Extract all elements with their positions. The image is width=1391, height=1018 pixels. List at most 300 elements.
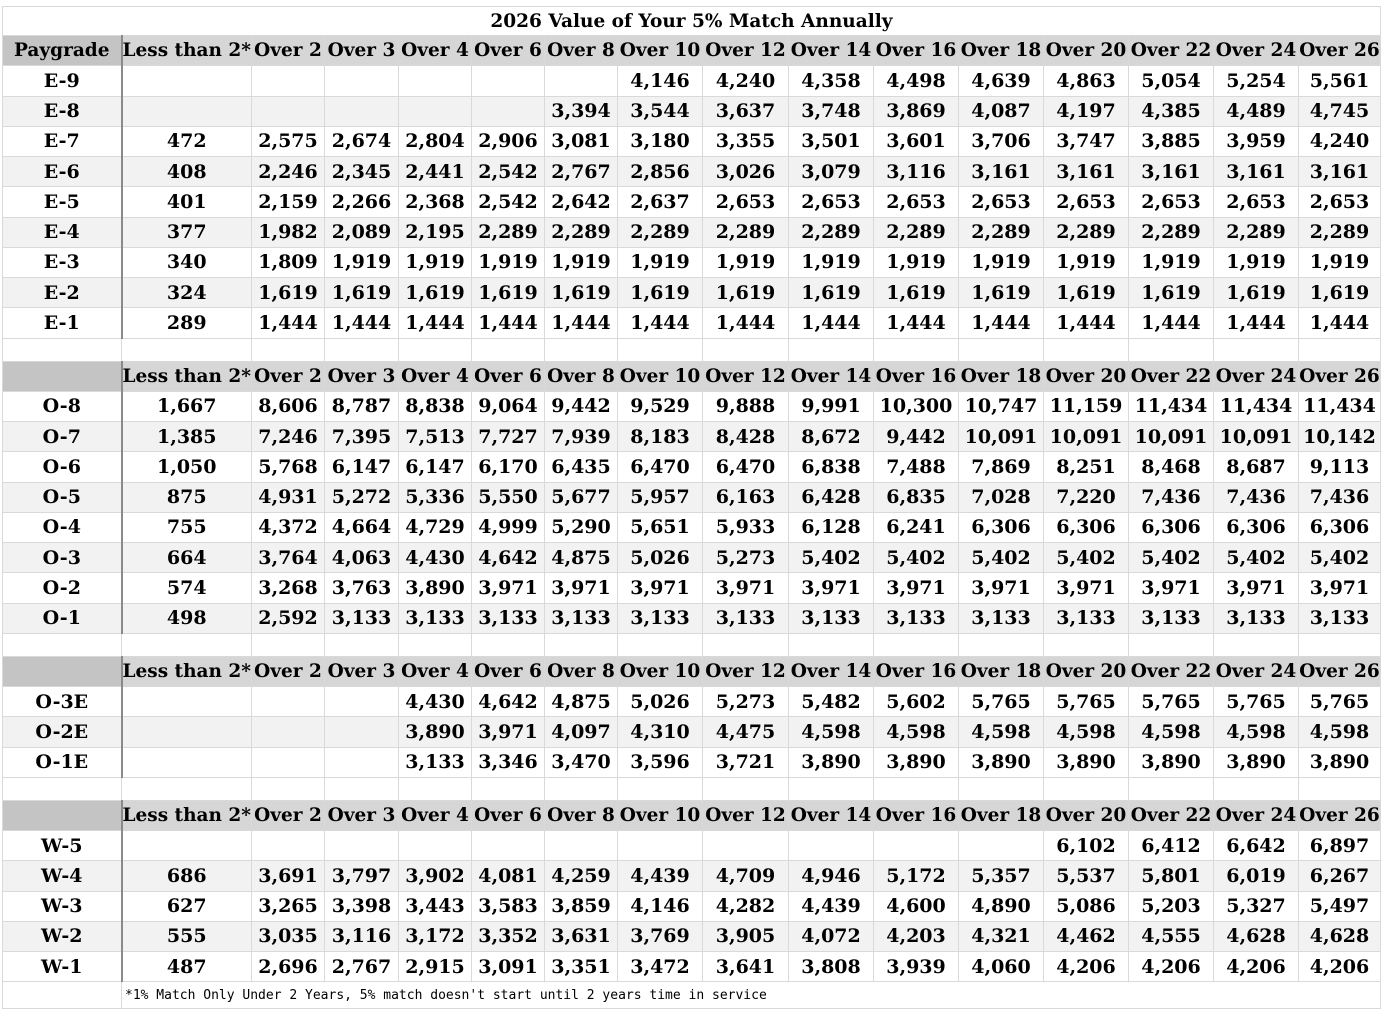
- value-cell: 3,133: [959, 603, 1044, 633]
- column-header: Less than 2*: [122, 800, 252, 830]
- spacer-row: [3, 633, 1381, 656]
- spacer-row: [3, 777, 1381, 800]
- value-cell: 1,619: [325, 278, 399, 308]
- table-row: [3, 952, 1381, 982]
- value-cell: 3,133: [618, 603, 703, 633]
- value-cell: 1,619: [1214, 278, 1299, 308]
- empty-cell: [959, 338, 1044, 361]
- value-cell: 4,863: [1044, 66, 1129, 96]
- value-cell: 6,428: [789, 482, 874, 512]
- value-cell: 5,272: [325, 482, 399, 512]
- paygrade-cell: W-4: [3, 861, 122, 891]
- value-cell: 6,835: [874, 482, 959, 512]
- value-cell: 4,310: [618, 717, 703, 747]
- paygrade-cell: E-9: [3, 66, 122, 96]
- value-cell: 3,355: [703, 126, 789, 156]
- column-header: Over 12: [703, 361, 789, 391]
- value-cell: [252, 66, 325, 96]
- table-row: [3, 66, 1381, 96]
- value-cell: 4,206: [1129, 952, 1214, 982]
- value-cell: 9,442: [545, 391, 618, 421]
- value-cell: [874, 831, 959, 861]
- value-cell: 5,290: [545, 512, 618, 542]
- value-cell: 3,133: [1129, 603, 1214, 633]
- column-header: Over 2: [252, 800, 325, 830]
- value-cell: 1,619: [545, 278, 618, 308]
- value-cell: 3,971: [959, 573, 1044, 603]
- value-cell: 401: [122, 187, 252, 217]
- value-cell: 3,133: [789, 603, 874, 633]
- value-cell: 3,116: [874, 157, 959, 187]
- value-cell: 6,306: [1299, 512, 1381, 542]
- value-cell: 5,336: [399, 482, 472, 512]
- value-cell: 3,472: [618, 952, 703, 982]
- value-cell: [252, 831, 325, 861]
- column-header: Over 20: [1044, 36, 1129, 66]
- value-cell: 4,259: [545, 861, 618, 891]
- value-cell: 5,561: [1299, 66, 1381, 96]
- value-cell: 2,642: [545, 187, 618, 217]
- value-cell: 4,598: [874, 717, 959, 747]
- value-cell: 2,542: [472, 157, 545, 187]
- value-cell: 2,441: [399, 157, 472, 187]
- empty-cell: [1214, 338, 1299, 361]
- value-cell: 3,890: [874, 747, 959, 777]
- value-cell: 3,161: [1214, 157, 1299, 187]
- empty-cell: [1044, 633, 1129, 656]
- empty-cell: [252, 777, 325, 800]
- value-cell: 5,402: [1214, 543, 1299, 573]
- paygrade-cell: E-6: [3, 157, 122, 187]
- value-cell: 1,444: [874, 308, 959, 338]
- column-header: Over 4: [399, 36, 472, 66]
- value-cell: 3,081: [545, 126, 618, 156]
- value-cell: 5,765: [1299, 687, 1381, 717]
- value-cell: 1,385: [122, 422, 252, 452]
- value-cell: [122, 747, 252, 777]
- value-cell: 4,931: [252, 482, 325, 512]
- column-header: Over 16: [874, 800, 959, 830]
- value-cell: 5,801: [1129, 861, 1214, 891]
- empty-cell: [1214, 633, 1299, 656]
- empty-cell: [252, 338, 325, 361]
- value-cell: 4,598: [1214, 717, 1299, 747]
- value-cell: 4,598: [789, 717, 874, 747]
- column-header: Over 16: [874, 361, 959, 391]
- value-cell: 3,133: [1044, 603, 1129, 633]
- value-cell: 3,265: [252, 891, 325, 921]
- value-cell: 7,869: [959, 452, 1044, 482]
- value-cell: 3,890: [789, 747, 874, 777]
- column-header: Over 6: [472, 361, 545, 391]
- table-row: [3, 308, 1381, 338]
- title-row: [3, 7, 1381, 36]
- value-cell: 5,086: [1044, 891, 1129, 921]
- column-header: Less than 2*: [122, 361, 252, 391]
- value-cell: 3,035: [252, 921, 325, 951]
- value-cell: 6,412: [1129, 831, 1214, 861]
- value-cell: 1,444: [703, 308, 789, 338]
- value-cell: 3,859: [545, 891, 618, 921]
- footnote-row: [3, 982, 1381, 1009]
- header-row: [3, 800, 1381, 830]
- value-cell: 3,161: [1129, 157, 1214, 187]
- value-cell: 1,619: [252, 278, 325, 308]
- column-header: Over 20: [1044, 361, 1129, 391]
- value-cell: 5,482: [789, 687, 874, 717]
- value-cell: 8,672: [789, 422, 874, 452]
- value-cell: 7,246: [252, 422, 325, 452]
- value-cell: 4,498: [874, 66, 959, 96]
- value-cell: 7,436: [1299, 482, 1381, 512]
- column-header: Over 14: [789, 361, 874, 391]
- table-row: [3, 422, 1381, 452]
- value-cell: 5,026: [618, 543, 703, 573]
- value-cell: 3,026: [703, 157, 789, 187]
- value-cell: 3,161: [1044, 157, 1129, 187]
- value-cell: 4,385: [1129, 96, 1214, 126]
- column-header: Over 18: [959, 800, 1044, 830]
- value-cell: 7,488: [874, 452, 959, 482]
- value-cell: [959, 831, 1044, 861]
- value-cell: 6,838: [789, 452, 874, 482]
- value-cell: 5,677: [545, 482, 618, 512]
- value-cell: 3,161: [1299, 157, 1381, 187]
- empty-cell: [789, 338, 874, 361]
- value-cell: 2,289: [1044, 217, 1129, 247]
- value-cell: 472: [122, 126, 252, 156]
- table-row: [3, 747, 1381, 777]
- value-cell: [122, 717, 252, 747]
- value-cell: 2,653: [789, 187, 874, 217]
- value-cell: 5,602: [874, 687, 959, 717]
- value-cell: 5,765: [1129, 687, 1214, 717]
- value-cell: 2,767: [545, 157, 618, 187]
- empty-cell: [545, 777, 618, 800]
- value-cell: 2,195: [399, 217, 472, 247]
- column-header: Over 6: [472, 656, 545, 686]
- paygrade-cell: W-2: [3, 921, 122, 951]
- header-row: [3, 361, 1381, 391]
- empty-cell: [1214, 777, 1299, 800]
- value-cell: 2,575: [252, 126, 325, 156]
- value-cell: 5,402: [874, 543, 959, 573]
- value-cell: 3,890: [1129, 747, 1214, 777]
- value-cell: 6,642: [1214, 831, 1299, 861]
- value-cell: 6,147: [325, 452, 399, 482]
- value-cell: 3,890: [399, 573, 472, 603]
- value-cell: 3,763: [325, 573, 399, 603]
- value-cell: 3,394: [545, 96, 618, 126]
- value-cell: 2,289: [618, 217, 703, 247]
- value-cell: 2,653: [703, 187, 789, 217]
- empty-cell: [1129, 633, 1214, 656]
- value-cell: 7,220: [1044, 482, 1129, 512]
- value-cell: 4,600: [874, 891, 959, 921]
- value-cell: 8,468: [1129, 452, 1214, 482]
- value-cell: 3,797: [325, 861, 399, 891]
- value-cell: 5,933: [703, 512, 789, 542]
- value-cell: 3,637: [703, 96, 789, 126]
- paygrade-header: [3, 361, 122, 391]
- value-cell: 2,368: [399, 187, 472, 217]
- value-cell: 4,206: [1299, 952, 1381, 982]
- column-header: Over 3: [325, 36, 399, 66]
- paygrade-cell: W-1: [3, 952, 122, 982]
- empty-cell: [874, 338, 959, 361]
- value-cell: 5,273: [703, 543, 789, 573]
- value-cell: 8,606: [252, 391, 325, 421]
- value-cell: 574: [122, 573, 252, 603]
- value-cell: 7,395: [325, 422, 399, 452]
- value-cell: 5,273: [703, 687, 789, 717]
- value-cell: 4,206: [1044, 952, 1129, 982]
- value-cell: 3,470: [545, 747, 618, 777]
- value-cell: 5,765: [959, 687, 1044, 717]
- value-cell: 9,442: [874, 422, 959, 452]
- value-cell: 4,664: [325, 512, 399, 542]
- value-cell: 6,897: [1299, 831, 1381, 861]
- paygrade-cell: E-2: [3, 278, 122, 308]
- paygrade-cell: O-6: [3, 452, 122, 482]
- value-cell: 5,765: [1214, 687, 1299, 717]
- table-row: [3, 96, 1381, 126]
- value-cell: 1,619: [874, 278, 959, 308]
- empty-cell: [545, 338, 618, 361]
- value-cell: 3,079: [789, 157, 874, 187]
- value-cell: 5,765: [1044, 687, 1129, 717]
- value-cell: 3,133: [399, 603, 472, 633]
- empty-cell: [1299, 633, 1381, 656]
- value-cell: 4,598: [1299, 717, 1381, 747]
- column-header: Over 10: [618, 800, 703, 830]
- value-cell: 1,444: [545, 308, 618, 338]
- value-cell: 3,939: [874, 952, 959, 982]
- value-cell: 2,542: [472, 187, 545, 217]
- value-cell: 6,306: [959, 512, 1044, 542]
- value-cell: 7,513: [399, 422, 472, 452]
- value-cell: 2,592: [252, 603, 325, 633]
- value-cell: 2,674: [325, 126, 399, 156]
- value-cell: 2,345: [325, 157, 399, 187]
- empty-cell: [3, 982, 122, 1009]
- value-cell: [325, 831, 399, 861]
- value-cell: 2,159: [252, 187, 325, 217]
- value-cell: 8,251: [1044, 452, 1129, 482]
- value-cell: 2,906: [472, 126, 545, 156]
- table-row: [3, 861, 1381, 891]
- value-cell: 1,619: [1129, 278, 1214, 308]
- value-cell: 5,402: [1044, 543, 1129, 573]
- value-cell: 1,919: [1129, 247, 1214, 277]
- column-header: Less than 2*: [122, 656, 252, 686]
- value-cell: 498: [122, 603, 252, 633]
- value-cell: 4,489: [1214, 96, 1299, 126]
- value-cell: 4,060: [959, 952, 1044, 982]
- value-cell: 3,133: [545, 603, 618, 633]
- value-cell: 3,971: [618, 573, 703, 603]
- value-cell: 4,072: [789, 921, 874, 951]
- value-cell: 4,321: [959, 921, 1044, 951]
- value-cell: 3,971: [789, 573, 874, 603]
- value-cell: 1,444: [618, 308, 703, 338]
- value-cell: 4,639: [959, 66, 1044, 96]
- value-cell: 1,444: [1214, 308, 1299, 338]
- value-cell: 4,598: [959, 717, 1044, 747]
- value-cell: [325, 717, 399, 747]
- value-cell: 3,133: [703, 603, 789, 633]
- value-cell: 4,729: [399, 512, 472, 542]
- value-cell: 1,919: [399, 247, 472, 277]
- value-cell: 11,159: [1044, 391, 1129, 421]
- empty-cell: [325, 777, 399, 800]
- value-cell: 8,183: [618, 422, 703, 452]
- value-cell: 2,289: [1129, 217, 1214, 247]
- value-cell: [703, 831, 789, 861]
- value-cell: 3,869: [874, 96, 959, 126]
- value-cell: 4,875: [545, 543, 618, 573]
- table-row: [3, 157, 1381, 187]
- value-cell: 1,919: [1044, 247, 1129, 277]
- value-cell: 324: [122, 278, 252, 308]
- value-cell: 2,804: [399, 126, 472, 156]
- empty-cell: [472, 633, 545, 656]
- empty-cell: [703, 338, 789, 361]
- value-cell: 3,443: [399, 891, 472, 921]
- paygrade-cell: E-3: [3, 247, 122, 277]
- value-cell: 1,050: [122, 452, 252, 482]
- paygrade-cell: O-1E: [3, 747, 122, 777]
- value-cell: 3,133: [874, 603, 959, 633]
- value-cell: 4,999: [472, 512, 545, 542]
- value-cell: [472, 66, 545, 96]
- value-cell: 4,628: [1214, 921, 1299, 951]
- value-cell: 1,919: [703, 247, 789, 277]
- value-cell: 3,133: [1299, 603, 1381, 633]
- paygrade-header: Paygrade: [3, 36, 122, 66]
- value-cell: 11,434: [1214, 391, 1299, 421]
- value-cell: 8,687: [1214, 452, 1299, 482]
- value-cell: 4,097: [545, 717, 618, 747]
- value-cell: 1,444: [325, 308, 399, 338]
- column-header: Over 26: [1299, 800, 1381, 830]
- value-cell: 1,444: [399, 308, 472, 338]
- value-cell: 6,470: [703, 452, 789, 482]
- value-cell: 5,402: [1299, 543, 1381, 573]
- value-cell: 3,583: [472, 891, 545, 921]
- value-cell: 3,268: [252, 573, 325, 603]
- value-cell: 6,306: [1129, 512, 1214, 542]
- value-cell: 664: [122, 543, 252, 573]
- column-header: Over 10: [618, 656, 703, 686]
- value-cell: 3,747: [1044, 126, 1129, 156]
- value-cell: 4,462: [1044, 921, 1129, 951]
- empty-cell: [618, 338, 703, 361]
- column-header: Over 22: [1129, 361, 1214, 391]
- value-cell: 2,289: [959, 217, 1044, 247]
- table-row: [3, 831, 1381, 861]
- column-header: Over 2: [252, 36, 325, 66]
- value-cell: 6,306: [1214, 512, 1299, 542]
- value-cell: 4,282: [703, 891, 789, 921]
- value-cell: 3,890: [1044, 747, 1129, 777]
- value-cell: 6,170: [472, 452, 545, 482]
- empty-cell: [1044, 338, 1129, 361]
- value-cell: 4,475: [703, 717, 789, 747]
- paygrade-cell: E-8: [3, 96, 122, 126]
- value-cell: 5,402: [789, 543, 874, 573]
- empty-cell: [618, 633, 703, 656]
- paygrade-cell: W-5: [3, 831, 122, 861]
- value-cell: 9,529: [618, 391, 703, 421]
- table-row: [3, 452, 1381, 482]
- value-cell: 4,203: [874, 921, 959, 951]
- empty-cell: [3, 338, 122, 361]
- value-cell: 2,289: [1214, 217, 1299, 247]
- value-cell: 1,619: [618, 278, 703, 308]
- value-cell: 4,197: [1044, 96, 1129, 126]
- value-cell: 4,555: [1129, 921, 1214, 951]
- value-cell: 377: [122, 217, 252, 247]
- column-header: Over 8: [545, 361, 618, 391]
- value-cell: 5,203: [1129, 891, 1214, 921]
- table-row: [3, 687, 1381, 717]
- table-row: [3, 543, 1381, 573]
- value-cell: 4,598: [1129, 717, 1214, 747]
- value-cell: 10,747: [959, 391, 1044, 421]
- value-cell: 3,971: [874, 573, 959, 603]
- value-cell: 3,091: [472, 952, 545, 982]
- value-cell: 11,434: [1129, 391, 1214, 421]
- value-cell: 1,444: [1044, 308, 1129, 338]
- column-header: Over 8: [545, 800, 618, 830]
- value-cell: 5,327: [1214, 891, 1299, 921]
- value-cell: 2,289: [789, 217, 874, 247]
- column-header: Over 14: [789, 800, 874, 830]
- value-cell: 4,709: [703, 861, 789, 891]
- paygrade-cell: O-8: [3, 391, 122, 421]
- value-cell: 1,919: [325, 247, 399, 277]
- empty-cell: [399, 777, 472, 800]
- value-cell: 3,721: [703, 747, 789, 777]
- table-row: [3, 187, 1381, 217]
- column-header: Over 4: [399, 361, 472, 391]
- column-header: Over 22: [1129, 656, 1214, 686]
- value-cell: [252, 687, 325, 717]
- value-cell: 3,959: [1214, 126, 1299, 156]
- value-cell: 1,619: [789, 278, 874, 308]
- column-header: Over 14: [789, 656, 874, 686]
- paygrade-cell: O-2: [3, 573, 122, 603]
- value-cell: 2,289: [1299, 217, 1381, 247]
- value-cell: 2,266: [325, 187, 399, 217]
- table-row: [3, 482, 1381, 512]
- paygrade-cell: O-3E: [3, 687, 122, 717]
- value-cell: 2,653: [1129, 187, 1214, 217]
- value-cell: 1,619: [1044, 278, 1129, 308]
- value-cell: 6,435: [545, 452, 618, 482]
- value-cell: [545, 831, 618, 861]
- column-header: Over 6: [472, 36, 545, 66]
- value-cell: 6,147: [399, 452, 472, 482]
- empty-cell: [874, 777, 959, 800]
- column-header: Over 10: [618, 361, 703, 391]
- empty-cell: [789, 777, 874, 800]
- value-cell: 3,902: [399, 861, 472, 891]
- value-cell: 3,971: [703, 573, 789, 603]
- value-cell: 3,631: [545, 921, 618, 951]
- column-header: Over 6: [472, 800, 545, 830]
